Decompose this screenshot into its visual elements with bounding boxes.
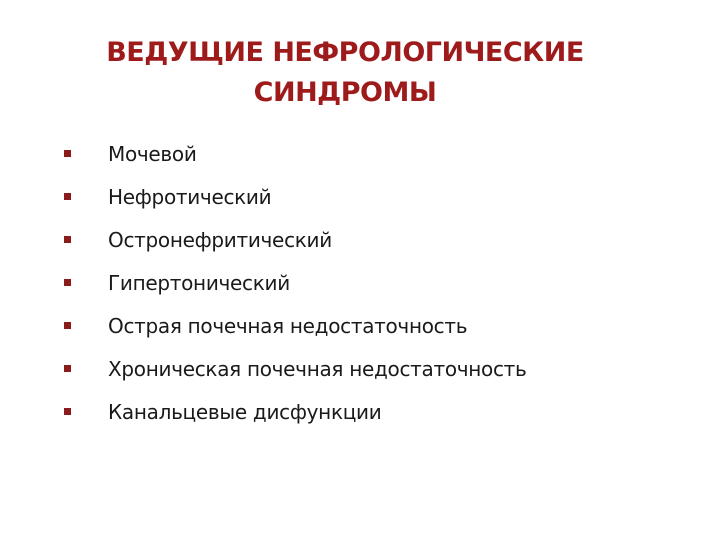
square-bullet-icon — [64, 408, 71, 415]
slide-title — [0, 33, 690, 113]
square-bullet-icon — [64, 236, 71, 243]
bullet-text: Мочевой — [108, 142, 197, 166]
bullet-text: Острая почечная недостаточность — [108, 314, 468, 338]
square-bullet-icon — [64, 279, 71, 286]
bullet-text: Канальцевые дисфункции — [108, 400, 382, 424]
square-bullet-icon — [64, 193, 71, 200]
slide-title-line-2: СИНДРОМЫ — [253, 77, 437, 108]
bullet-text: Остронефритический — [108, 228, 332, 252]
square-bullet-icon — [64, 365, 71, 372]
bullet-text: Хроническая почечная недостаточность — [108, 357, 527, 381]
bullet-text: Гипертонический — [108, 271, 290, 295]
slide-title-line-1: ВЕДУЩИЕ НЕФРОЛОГИЧЕСКИЕ — [106, 37, 584, 68]
square-bullet-icon — [64, 322, 71, 329]
bullet-text: Нефротический — [108, 185, 272, 209]
square-bullet-icon — [64, 150, 71, 157]
